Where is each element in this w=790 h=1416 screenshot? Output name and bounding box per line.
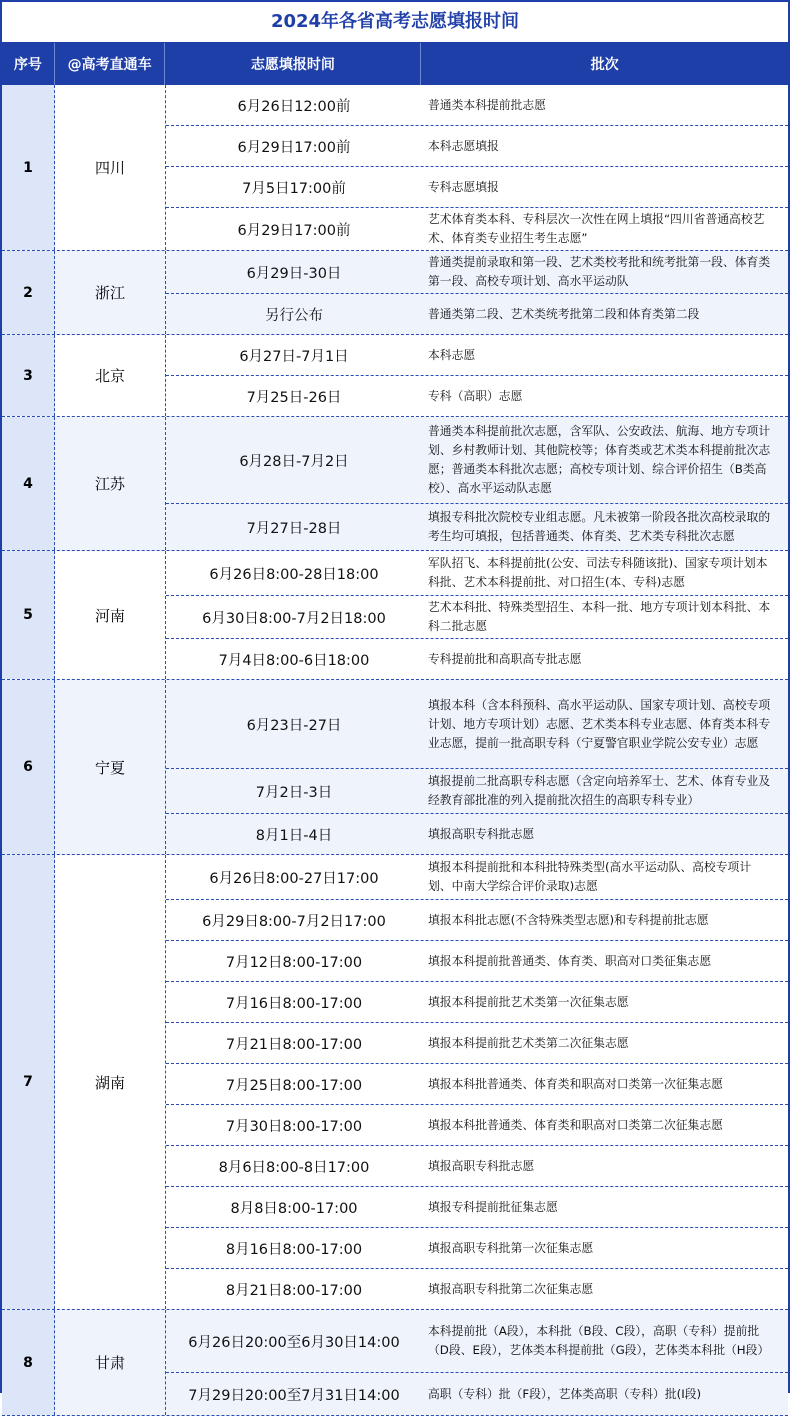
fill-time: 7月5日17:00前 (242, 180, 346, 197)
table-row (166, 1269, 788, 1309)
fill-time: 8月16日8:00-17:00 (225, 1241, 363, 1258)
batch-description: 填报高职专科批第二次征集志愿 (428, 1281, 594, 1296)
province-index: 3 (2, 335, 55, 416)
province-index: 8 (2, 1310, 55, 1415)
batch-description: 普通类本科提前批志愿 (428, 97, 546, 112)
header-batch: 批次 (590, 57, 619, 73)
province-block (2, 85, 788, 251)
table-row (166, 1310, 788, 1373)
table-row (166, 208, 788, 250)
page-title: 2024年各省高考志愿填报时间 (2, 2, 788, 43)
batch-description: 填报本科提前批普通类、体育类、职高对口类征集志愿 (428, 953, 712, 968)
fill-time: 6月27日-7月1日 (239, 348, 349, 365)
table-row (166, 376, 788, 416)
table-row (166, 1373, 788, 1415)
batch-description: 军队招飞、本科提前批(公安、司法专科随该批)、国家专项计划本科批、艺术本科提前批、对口招生(本、专科)志愿 (428, 556, 768, 589)
fill-time: 7月4日8:00-6日18:00 (218, 652, 370, 669)
table-row (166, 1064, 788, 1105)
batch-description: 填报提前二批高职专科志愿（含定向培养军士、艺术、体育专业及经教育部批准的列入提前批次招生的高职专科专业） (428, 774, 771, 807)
table-row (166, 551, 788, 596)
table-row (166, 680, 788, 769)
batch-description: 专科（高职）志愿 (428, 388, 523, 403)
batch-description: 填报专科批次院校专业组志愿。凡未被第一阶段各批次高校录取的考生均可填报，包括普通类、体育类、艺术类专科批次志愿 (428, 510, 771, 543)
fill-time: 7月25日8:00-17:00 (225, 1077, 363, 1094)
batch-description: 填报高职专科批第一次征集志愿 (428, 1240, 594, 1255)
province-index: 4 (2, 417, 55, 550)
batch-description: 高职（专科）批（F段），艺体类高职（专科）批(I段) (428, 1386, 702, 1401)
fill-time: 6月30日8:00-7月2日18:00 (202, 610, 386, 627)
table-row (166, 1228, 788, 1269)
province-block (2, 335, 788, 417)
header-province: @高考直通车 (55, 43, 166, 85)
batch-description: 艺术本科批、特殊类型招生、本科一批、地方专项计划本科批、本科二批志愿 (428, 600, 771, 633)
batch-description: 普通类本科提前批次志愿，含军队、公安政法、航海、地方专项计划、乡村教师计划、其他院校等；体育类或艺术类本科提前批次志愿；普通类本科批次志愿；高校专项计划、综合评价招生（B类高校）、高水平运动队志愿 (428, 424, 771, 495)
table-row (166, 167, 788, 208)
province-name: 浙江 (55, 251, 166, 334)
province-index: 6 (2, 680, 55, 854)
fill-time: 6月28日-7月2日 (239, 453, 349, 470)
batch-description: 填报本科提前批艺术类第一次征集志愿 (428, 994, 629, 1009)
fill-time: 6月29日8:00-7月2日17:00 (202, 913, 386, 930)
province-block (2, 680, 788, 855)
fill-time: 7月27日-28日 (246, 520, 342, 537)
table-row (166, 596, 788, 639)
table-row (166, 769, 788, 814)
fill-time: 6月23日-27日 (246, 717, 342, 734)
fill-time: 6月29日17:00前 (237, 222, 351, 239)
table-row (166, 85, 788, 126)
table-body (2, 85, 788, 1416)
province-block (2, 417, 788, 551)
table-row (166, 941, 788, 982)
fill-time: 7月30日8:00-17:00 (225, 1118, 363, 1135)
fill-time: 7月2日-3日 (255, 784, 333, 801)
batch-description: 本科提前批（A段），本科批（B段、C段），高职（专科）提前批（D段、E段），艺体类本科提前批（G段），艺体类本科批（H段） (428, 1324, 770, 1357)
table-row (166, 900, 788, 941)
table-row (166, 982, 788, 1023)
fill-time: 8月21日8:00-17:00 (225, 1282, 363, 1299)
fill-time: 另行公布 (265, 307, 323, 324)
fill-time: 6月26日20:00至6月30日14:00 (188, 1334, 400, 1351)
batch-description: 本科志愿填报 (428, 138, 499, 153)
fill-time: 6月26日8:00-28日18:00 (209, 566, 379, 583)
province-name: 湖南 (55, 855, 166, 1309)
batch-description: 填报本科（含本科预科、高水平运动队、国家专项计划、高校专项计划、地方专项计划）志愿、艺术类本科专业志愿、体育类本科专业志愿，提前一批高职专科（宁夏警官职业学院公安专业）志愿 (428, 697, 771, 750)
batch-description: 填报高职专科批志愿 (428, 1158, 535, 1173)
table-row (166, 855, 788, 900)
fill-time: 6月29日-30日 (246, 265, 342, 282)
province-block (2, 1310, 788, 1416)
table-row (166, 1187, 788, 1228)
fill-time: 6月26日8:00-27日17:00 (209, 870, 379, 887)
table-row (166, 1023, 788, 1064)
table-row (166, 417, 788, 504)
batch-description: 填报本科批普通类、体育类和职高对口类第二次征集志愿 (428, 1117, 723, 1132)
fill-time: 7月25日-26日 (246, 389, 342, 406)
table-header (2, 43, 788, 85)
province-index: 7 (2, 855, 55, 1309)
table-row (166, 639, 788, 679)
province-index: 1 (2, 85, 55, 250)
fill-time: 6月26日12:00前 (237, 98, 351, 115)
province-block (2, 551, 788, 680)
fill-time: 8月6日8:00-8日17:00 (218, 1159, 370, 1176)
province-name: 江苏 (55, 417, 166, 550)
header-index: 序号 (2, 43, 55, 85)
batch-description: 本科志愿 (428, 347, 476, 362)
batch-description: 填报专科提前批征集志愿 (428, 1199, 558, 1214)
batch-description: 填报本科批志愿(不含特殊类型志愿)和专科提前批志愿 (428, 912, 709, 927)
batch-description: 填报本科提前批和本科批特殊类型(高水平运动队、高校专项计划、中南大学综合评价录取)志愿 (428, 860, 752, 893)
fill-time: 7月21日8:00-17:00 (225, 1036, 363, 1053)
table-row (166, 1146, 788, 1187)
table-row (166, 126, 788, 167)
table-row (166, 814, 788, 854)
batch-description: 专科志愿填报 (428, 179, 499, 194)
table-row (166, 504, 788, 550)
fill-time: 7月12日8:00-17:00 (225, 954, 363, 971)
fill-time: 8月1日-4日 (255, 827, 333, 844)
province-index: 5 (2, 551, 55, 679)
batch-description: 填报本科提前批艺术类第二次征集志愿 (428, 1035, 629, 1050)
batch-description: 普通类提前录取和第一段、艺术类校考批和统考批第一段、体育类第一段、高校专项计划、高水平运动队 (428, 255, 771, 288)
table-row (166, 251, 788, 294)
batch-description: 专科提前批和高职高专批志愿 (428, 651, 582, 666)
fill-time: 7月29日20:00至7月31日14:00 (188, 1387, 400, 1404)
province-name: 北京 (55, 335, 166, 416)
province-index: 2 (2, 251, 55, 334)
table-row (166, 335, 788, 376)
fill-time: 6月29日17:00前 (237, 139, 351, 156)
batch-description: 填报高职专科批志愿 (428, 826, 535, 841)
batch-description: 填报本科批普通类、体育类和职高对口类第一次征集志愿 (428, 1076, 723, 1091)
fill-time: 8月8日8:00-17:00 (230, 1200, 358, 1217)
header-time: 志愿填报时间 (165, 43, 421, 85)
province-block (2, 251, 788, 335)
table-row (166, 1105, 788, 1146)
province-name: 宁夏 (55, 680, 166, 854)
province-block (2, 855, 788, 1310)
batch-description: 普通类第二段、艺术类统考批第二段和体育类第二段 (428, 306, 700, 321)
table-row (166, 294, 788, 334)
fill-time: 7月16日8:00-17:00 (225, 995, 363, 1012)
batch-description: 艺术体育类本科、专科层次一次性在网上填报“四川省普通高校艺术、体育类专业招生考生志愿” (428, 212, 765, 245)
province-name: 甘肃 (55, 1310, 166, 1415)
province-name: 四川 (55, 85, 166, 250)
province-name: 河南 (55, 551, 166, 679)
